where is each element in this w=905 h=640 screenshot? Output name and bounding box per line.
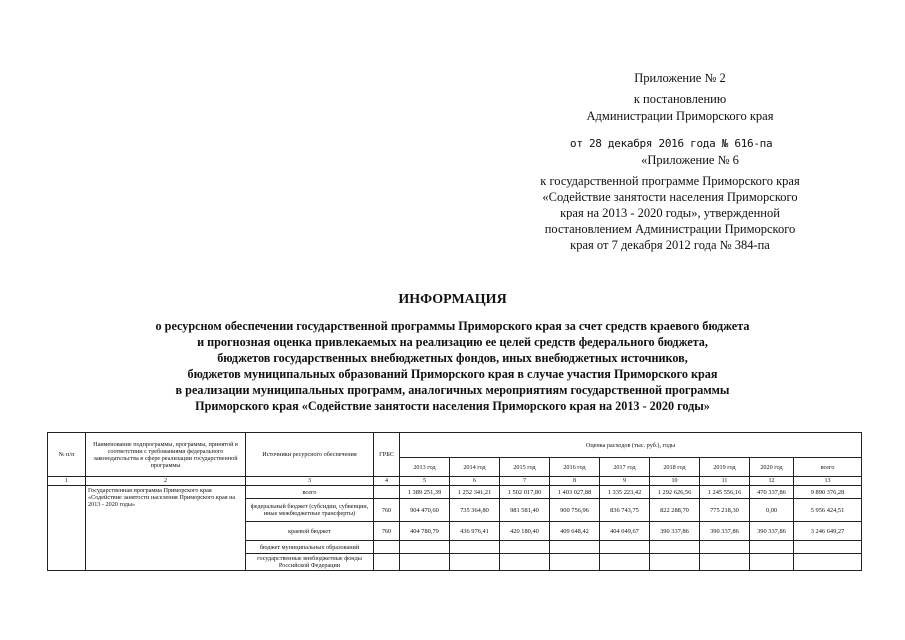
value-cell bbox=[550, 541, 600, 554]
resource-table bbox=[47, 432, 862, 571]
value-cell bbox=[600, 541, 650, 554]
subtitle-line: о ресурсном обеспечении государственной программы Приморского края за счет средств краевого бюджета bbox=[155, 319, 750, 333]
value-cell bbox=[750, 541, 794, 554]
value-cell bbox=[400, 554, 450, 571]
col-number: 10 bbox=[650, 477, 700, 486]
col-number: 5 bbox=[400, 477, 450, 486]
value-cell bbox=[600, 554, 650, 571]
col-number: 3 bbox=[246, 477, 374, 486]
value-cell: 390 337,86 bbox=[700, 522, 750, 541]
resolution-stamp: от 28 декабря 2016 года № 616-па bbox=[570, 137, 773, 150]
header-source: Источники ресурсного обеспечения bbox=[246, 433, 374, 477]
year-header: всего bbox=[794, 458, 862, 477]
subtitle-line: бюджетов государственных внебюджетных фондов, иных внебюджетных источников, bbox=[217, 351, 688, 365]
value-cell: 1 502 017,80 bbox=[500, 486, 550, 499]
subtitle-line: в реализации муниципальных программ, аналогичных мероприятиям государственной программы bbox=[175, 383, 730, 397]
year-header: 2019 год bbox=[700, 458, 750, 477]
value-cell: 3 246 649,27 bbox=[794, 522, 862, 541]
source-cell: бюджет муниципальных образований bbox=[246, 541, 374, 554]
value-cell bbox=[650, 541, 700, 554]
value-cell: 836 743,75 bbox=[600, 499, 650, 522]
value-cell: 420 180,40 bbox=[500, 522, 550, 541]
header-estimate: Оценка расходов (тыс. руб.), годы bbox=[400, 433, 862, 458]
value-cell: 904 470,60 bbox=[400, 499, 450, 522]
subtitle-line: Приморского края «Содействие занятости населения Приморского края на 2013 - 2020 годы» bbox=[195, 399, 710, 413]
value-cell bbox=[400, 541, 450, 554]
value-cell bbox=[450, 554, 500, 571]
grbs-cell bbox=[374, 541, 400, 554]
value-cell bbox=[794, 554, 862, 571]
value-cell: 436 976,41 bbox=[450, 522, 500, 541]
col-number: 4 bbox=[374, 477, 400, 486]
grbs-cell: 760 bbox=[374, 499, 400, 522]
year-header: 2016 год bbox=[550, 458, 600, 477]
source-cell: государственные внебюджетные фонды Российской Федерации bbox=[246, 554, 374, 571]
value-cell bbox=[750, 554, 794, 571]
col-number: 2 bbox=[86, 477, 246, 486]
grbs-cell bbox=[374, 486, 400, 499]
value-cell: 1 403 027,88 bbox=[550, 486, 600, 499]
value-cell: 735 364,80 bbox=[450, 499, 500, 522]
row-number-cell bbox=[48, 486, 86, 571]
col-number: 6 bbox=[450, 477, 500, 486]
subtitle-line: бюджетов муниципальных образований Приморского края в случае участия Приморского края bbox=[187, 367, 718, 381]
col-number: 7 bbox=[500, 477, 550, 486]
header-no: № п/п bbox=[48, 433, 86, 477]
value-cell: 1 245 556,16 bbox=[700, 486, 750, 499]
col-number: 12 bbox=[750, 477, 794, 486]
year-header: 2015 год bbox=[500, 458, 550, 477]
header-name: Наименование подпрограммы, программы, принятой в соответствии с требованиями федерального законодательства в сфере реализации государственной программы bbox=[86, 433, 246, 477]
value-cell: 0,00 bbox=[750, 499, 794, 522]
col-number: 13 bbox=[794, 477, 862, 486]
program-name-cell: Государственная программа Приморского края «Содействие занятости населения Приморского края на 2013 - 2020 годы» bbox=[86, 486, 246, 571]
grbs-cell: 760 bbox=[374, 522, 400, 541]
value-cell bbox=[450, 541, 500, 554]
subtitle-line: и прогнозная оценка привлекаемых на реализацию ее целей средств федерального бюджета, bbox=[197, 335, 708, 349]
value-cell: 900 756,96 bbox=[550, 499, 600, 522]
value-cell: 1 252 341,21 bbox=[450, 486, 500, 499]
document-subtitle bbox=[0, 318, 905, 414]
header-grbs: ГРБС bbox=[374, 433, 400, 477]
table-row bbox=[48, 486, 862, 499]
year-header: 2018 год bbox=[650, 458, 700, 477]
value-cell: 1 292 626,56 bbox=[650, 486, 700, 499]
value-cell bbox=[700, 541, 750, 554]
value-cell: 822 288,70 bbox=[650, 499, 700, 522]
value-cell: 9 890 376,28 bbox=[794, 486, 862, 499]
year-header: 2020 год bbox=[750, 458, 794, 477]
value-cell: 1 389 251,39 bbox=[400, 486, 450, 499]
value-cell: 5 956 424,51 bbox=[794, 499, 862, 522]
col-number: 8 bbox=[550, 477, 600, 486]
source-cell: федеральный бюджет (субсидии, субвенции, иные межбюджетные трансферты) bbox=[246, 499, 374, 522]
value-cell bbox=[650, 554, 700, 571]
program-ref-4: постановлением Администрации Приморского bbox=[544, 222, 796, 236]
value-cell: 775 218,30 bbox=[700, 499, 750, 522]
grbs-cell bbox=[374, 554, 400, 571]
value-cell: 404 780,79 bbox=[400, 522, 450, 541]
source-cell: краевой бюджет bbox=[246, 522, 374, 541]
value-cell bbox=[550, 554, 600, 571]
value-cell bbox=[794, 541, 862, 554]
value-cell bbox=[500, 541, 550, 554]
value-cell: 981 581,40 bbox=[500, 499, 550, 522]
appendix-6: «Приложение № 6 bbox=[641, 153, 739, 167]
document-title: ИНФОРМАЦИЯ bbox=[398, 292, 507, 307]
value-cell: 404 049,67 bbox=[600, 522, 650, 541]
year-header: 2014 год bbox=[450, 458, 500, 477]
program-ref-1: к государственной программе Приморского края bbox=[540, 174, 800, 188]
program-ref-3: края на 2013 - 2020 годы», утвержденной bbox=[560, 206, 780, 220]
year-header: 2017 год bbox=[600, 458, 650, 477]
value-cell bbox=[500, 554, 550, 571]
value-cell: 470 337,86 bbox=[750, 486, 794, 499]
value-cell: 390 337,86 bbox=[750, 522, 794, 541]
appendix-number: Приложение № 2 bbox=[634, 71, 726, 85]
value-cell bbox=[700, 554, 750, 571]
col-number: 11 bbox=[700, 477, 750, 486]
appendix-admin: Администрации Приморского края bbox=[586, 109, 774, 123]
program-ref-5: края от 7 декабря 2012 года № 384-па bbox=[570, 238, 770, 252]
program-ref-2: «Содействие занятости населения Приморского bbox=[542, 190, 798, 204]
value-cell: 409 648,42 bbox=[550, 522, 600, 541]
value-cell: 390 337,86 bbox=[650, 522, 700, 541]
value-cell: 1 335 223,42 bbox=[600, 486, 650, 499]
source-cell: всего bbox=[246, 486, 374, 499]
col-number: 1 bbox=[48, 477, 86, 486]
appendix-to-resolution: к постановлению bbox=[633, 92, 727, 106]
year-header: 2013 год bbox=[400, 458, 450, 477]
col-number: 9 bbox=[600, 477, 650, 486]
